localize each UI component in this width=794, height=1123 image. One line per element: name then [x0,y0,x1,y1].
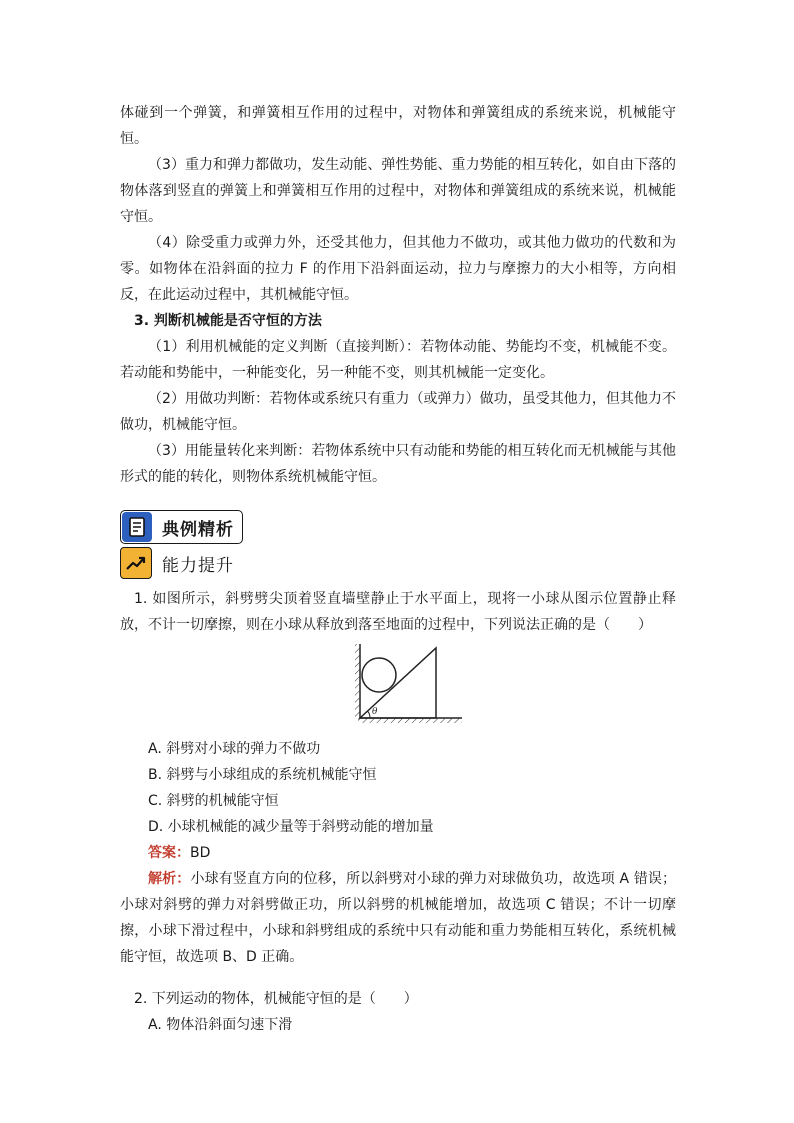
paragraph-condition-3: （3）重力和弹力都做功，发生动能、弹性势能、重力势能的相互转化，如自由下落的物体落到竖直的弹簧上和弹簧相互作用的过程中，对物体和弹簧组成的系统来说，机械能守恒。 [120,157,676,225]
question-2-stem: 2. 下列运动的物体，机械能守恒的是（ ） [134,991,418,1007]
wall-hatch [355,644,360,720]
option-a: A. 斜劈对小球的弹力不做功 [148,741,321,757]
option-b: B. 斜劈与小球组成的系统机械能守恒 [148,767,377,783]
example-banner-box [120,510,243,544]
ball-shape [362,658,396,692]
paragraph-condition-4: （4）除受重力或弹力外，还受其他力，但其他力不做功，或其他力做功的代数和为零。如物体在沿斜面的拉力 F 的作用下沿斜面运动，拉力与摩擦力的大小相等，方向相反，在此运动过程中，其机械能守恒。 [120,235,676,303]
method-item-1: （1）利用机械能的定义判断（直接判断）：若物体动能、势能均不变，机械能不变。若动能和势能中，一种能变化，另一种能不变，则其机械能一定变化。 [120,339,676,381]
option-c: C. 斜劈的机械能守恒 [148,793,279,809]
ability-banner [120,546,676,580]
answer-value: BD [190,845,211,861]
paragraph-continuation: 体碰到一个弹簧，和弹簧相互作用的过程中，对物体和弹簧组成的系统来说，机械能守恒。 [120,105,676,147]
wedge-ball-diagram [120,640,676,730]
analysis-text: 小球有竖直方向的位移，所以斜劈对小球的弹力对球做负功，故选项 A 错误；小球对斜劈的弹力对斜劈做正功，所以斜劈的机械能增加，故选项 C 错误；不计一切摩擦，小球下滑过程中，小球和斜劈组成的系统中只有动能和重力势能相互转化，系统机械能守恒，故选项 B、D 正确。 [120,871,676,965]
trend-up-icon [120,547,152,579]
ability-banner-label: 能力提升 [162,555,234,576]
example-banner-label: 典例精析 [162,519,234,540]
question-1-stem: 1. 如图所示，斜劈劈尖顶着竖直墙壁静止于水平面上，现将一小球从图示位置静止释放，不计一切摩擦，则在小球从释放到落至地面的过程中，下列说法正确的是（ ） [120,591,676,633]
method-item-3: （3）用能量转化来判断：若物体系统中只有动能和势能的相互转化而无机械能与其他形式的能的转化，则物体系统机械能守恒。 [120,443,676,485]
question-1-figure [120,640,676,730]
answer-label: 答案： [148,845,190,861]
method-item-2: （2）用做功判断：若物体或系统只有重力（或弹力）做功，虽受其他力，但其他力不做功，机械能守恒。 [120,391,676,433]
angle-arc [368,711,371,718]
option-d: D. 小球机械能的减少量等于斜劈动能的增加量 [148,819,434,835]
section-heading-methods: 3. 判断机械能是否守恒的方法 [134,313,322,329]
document-icon [122,512,152,542]
answer-line [120,840,676,866]
analysis-paragraph [120,866,676,970]
analysis-label: 解析： [148,871,191,887]
example-banner [120,510,676,544]
page-content [120,100,676,1038]
q2-option-a: A. 物体沿斜面匀速下滑 [148,1017,293,1033]
angle-label: θ [372,707,378,717]
